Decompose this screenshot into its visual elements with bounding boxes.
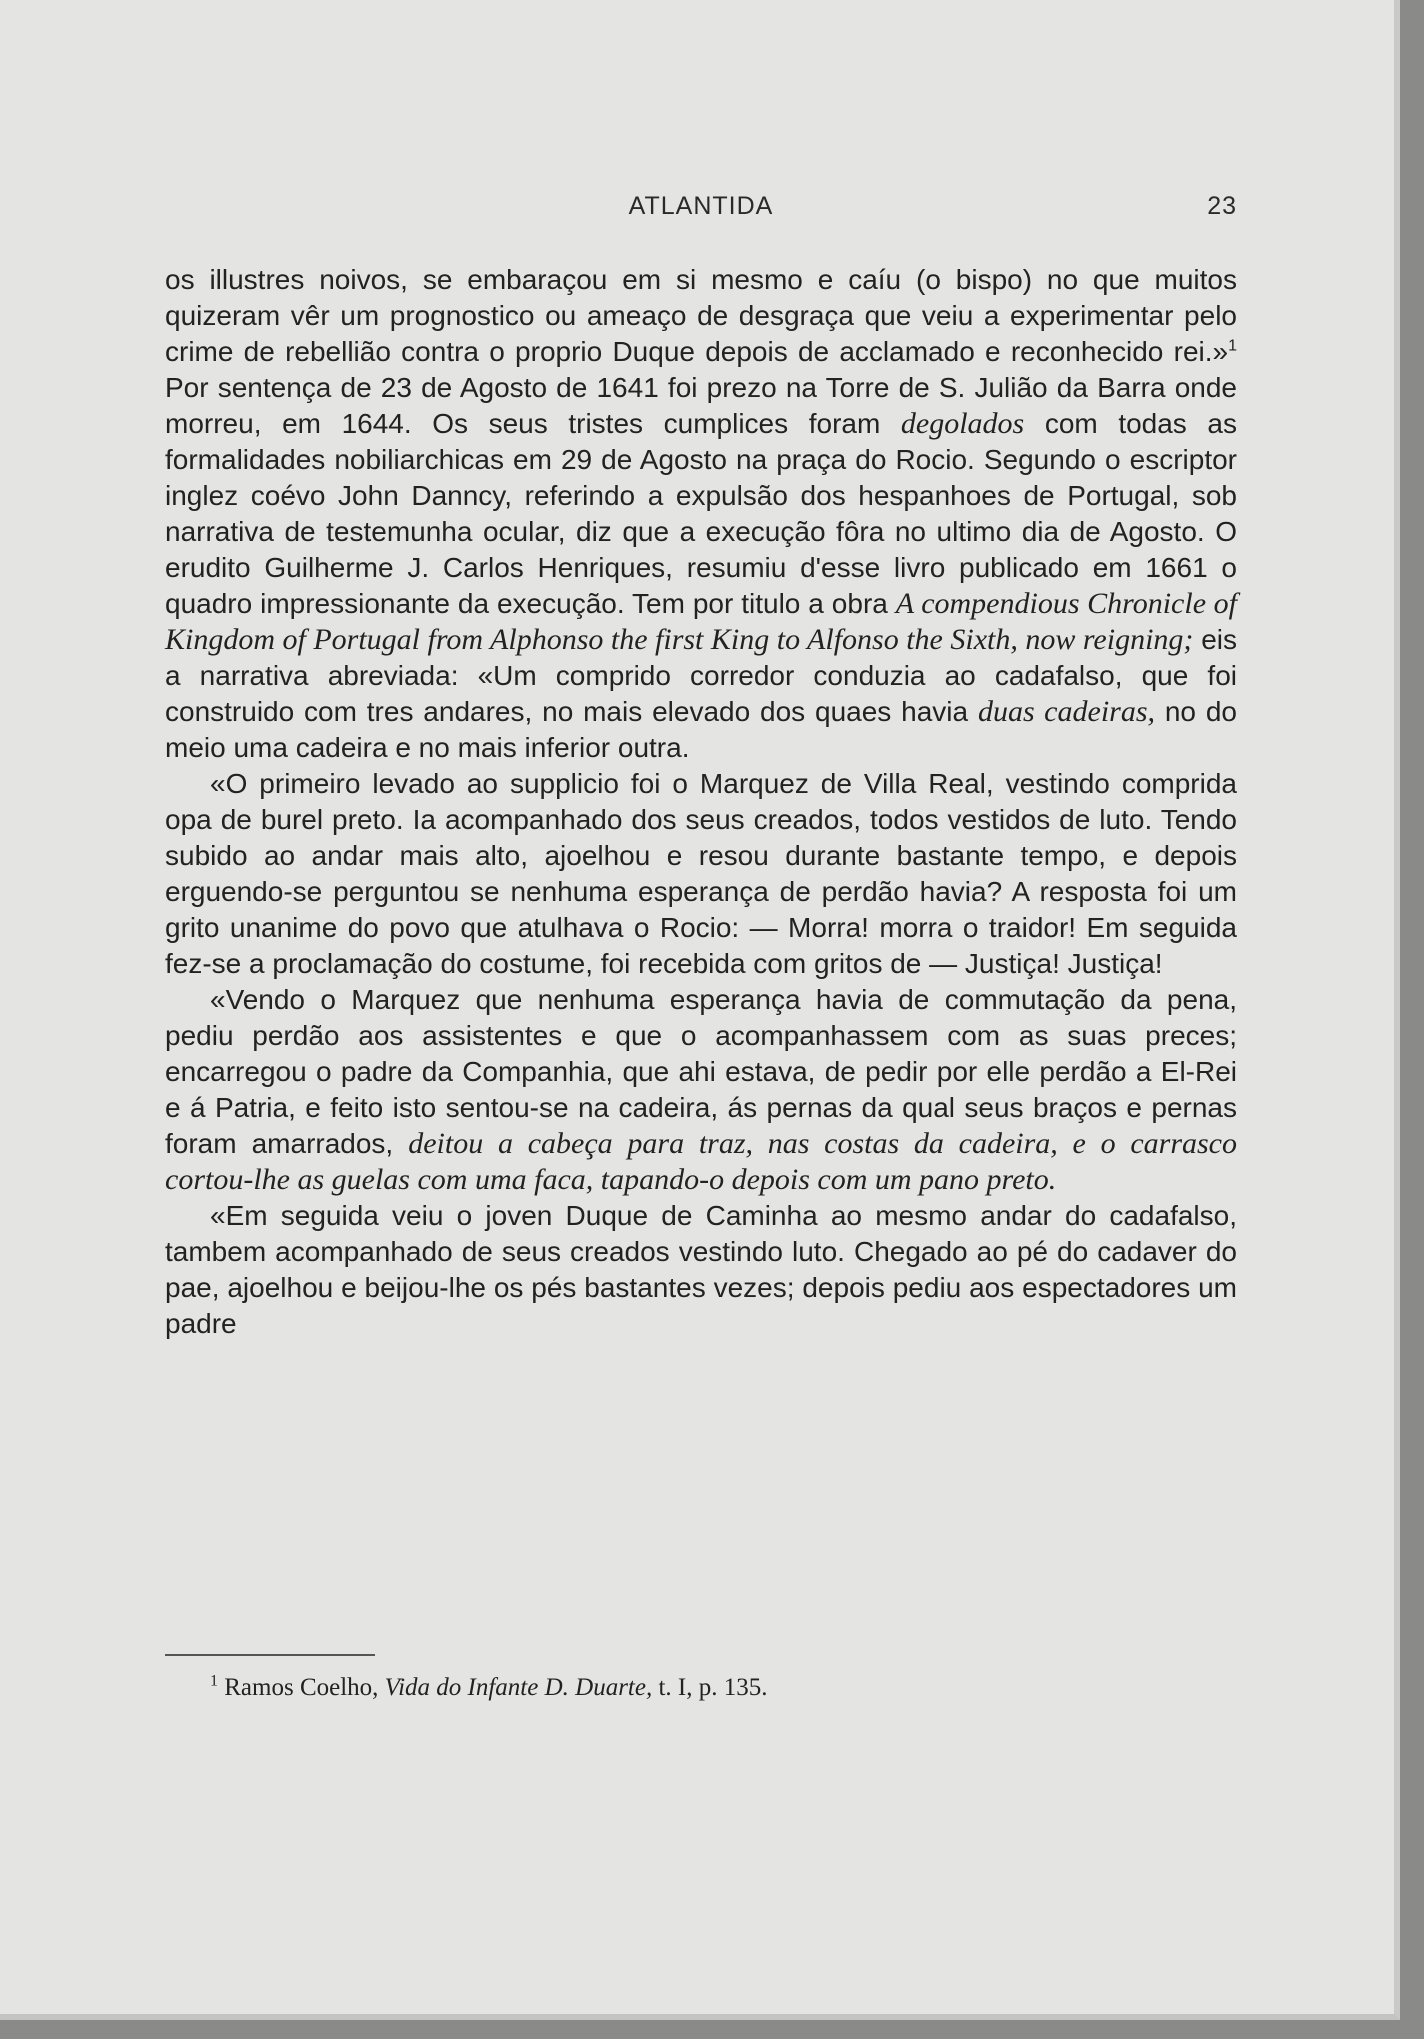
running-head <box>165 192 1237 228</box>
text-run: com todas as formalidades nobiliarchicas em 29 de Agosto na praça do Rocio. Segundo o escriptor inglez coévo John Danncy, referindo a expulsão dos hespanhoes de Portugal, sob narrativa de testemunha ocular, diz que a execução fôra no ultimo dia de Agosto. O erudito Guilherme J. Carlos Henriques, resumiu d'esse livro publicado em 1661 o quadro impressionante da execução. Tem por titulo a obra <box>165 408 1237 619</box>
footnote-work: Vida do Infante D. Duarte, <box>384 1674 653 1701</box>
text-run: Por sentença de 23 de Agosto de 1641 foi prezo na Torre de S. Julião da Barra onde morreu, em 1644. Os seus tristes cumplices foram <box>165 372 1237 439</box>
italic-run: deitou a cabeça para traz, nas costas da cadeira, e o carrasco cortou-lhe as guelas com uma faca, tapando-o depois com um pano preto. <box>165 1127 1237 1196</box>
book-title: A compendious Chronicle of Kingdom of Portugal from Alphonso the first King to Alfonso the Sixth, now reigning; <box>165 587 1237 656</box>
footnote <box>210 1672 1210 1704</box>
footnote-author: Ramos Coelho, <box>218 1674 385 1701</box>
running-title: ATLANTIDA <box>628 192 774 220</box>
page-number: 23 <box>1207 192 1237 220</box>
footnote-divider <box>165 1654 375 1656</box>
text-run: os illustres noivos, se embaraçou em si mesmo e caíu (o bispo) no que muitos quizeram vêr um prognostico ou ameaço de desgraça que veiu a experimentar pelo crime de rebellião contra o proprio Duque depois de acclamado e reconhecido rei.» <box>165 264 1237 367</box>
paragraph-2: «O primeiro levado ao supplicio foi o Marquez de Villa Real, vestindo comprida opa de burel preto. Ia acompanhado dos seus creados, todos vestidos de luto. Tendo subido ao andar mais alto, ajoelhou e resou durante bastante tempo, e depois erguendo-se perguntou se nenhuma esperança de perdão havia? A resposta foi um grito unanime do povo que atulhava o Rocio: — Morra! morra o traidor! Em seguida fez-se a proclamação do costume, foi recebida com gritos de — Justiça! Justiça! <box>165 768 1237 979</box>
footnote-citation: t. I, p. 135. <box>652 1674 768 1701</box>
paragraph-3 <box>165 982 1237 1198</box>
italic-run: duas cadeiras, <box>977 695 1155 728</box>
body-text <box>165 262 1237 1342</box>
paragraph-4: «Em seguida veiu o joven Duque de Caminha ao mesmo andar do cadafalso, tambem acompanhado de seus creados vestindo luto. Chegado ao pé do cadaver do pae, ajoelhou e beijou-lhe os pés bastantes vezes; depois pediu aos espectadores um padre <box>165 1200 1237 1339</box>
text-run: no do meio uma cadeira e no mais inferior outra. <box>165 696 1237 763</box>
text-run: eis a narrativa abreviada: «Um comprido corredor conduzia ao cadafalso, que foi construido com tres andares, no mais elevado dos quaes havia <box>165 624 1237 727</box>
footnote-ref: 1 <box>1228 337 1237 355</box>
italic-run: degolados <box>900 407 1025 440</box>
text-run: «Vendo o Marquez que nenhuma esperança havia de commutação da pena, pediu perdão aos assistentes e que o acompanhassem com as suas preces; encarregou o padre da Companhia, que ahi estava, de pedir por elle perdão a El-Rei e á Patria, e feito isto sentou-se na cadeira, ás pernas da qual seus braços e pernas foram amarrados, <box>165 984 1237 1159</box>
footnote-marker: 1 <box>210 1672 218 1690</box>
paragraph-1 <box>165 262 1237 766</box>
